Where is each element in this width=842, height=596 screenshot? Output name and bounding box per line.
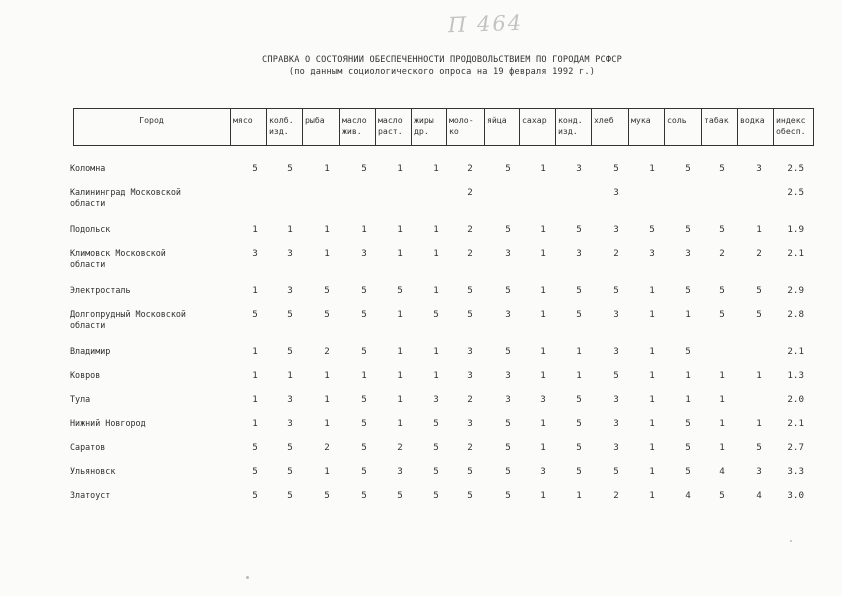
row-value-cell: 1 xyxy=(756,224,762,235)
column-header: мука xyxy=(629,109,665,145)
row-value-cell: 4 xyxy=(756,490,762,501)
row-value-cell: 5 xyxy=(252,309,258,320)
row-value-cell: 5 xyxy=(719,309,725,320)
row-value-cell: 1 xyxy=(252,346,258,357)
row-value-cell: 5 xyxy=(324,309,330,320)
row-city-name: Златоуст xyxy=(70,490,111,500)
row-value-cell: 3 xyxy=(467,418,473,429)
row-value-cell: 5 xyxy=(361,442,367,453)
row-value-cell: 1 xyxy=(649,466,655,477)
row-value-cell: 5 xyxy=(685,346,691,357)
row-value-cell: 3 xyxy=(505,394,511,405)
row-value-cell: 5 xyxy=(505,442,511,453)
row-value-cell: 5 xyxy=(397,490,403,501)
row-value-cell: 1 xyxy=(324,394,330,405)
row-value-cell: 5 xyxy=(576,285,582,296)
row-value-cell: 5 xyxy=(505,466,511,477)
row-value-cell: 5 xyxy=(613,163,619,174)
table-row xyxy=(0,418,842,444)
row-index-cell: 3.0 xyxy=(787,490,804,501)
row-value-cell: 1 xyxy=(719,370,725,381)
row-value-cell: 5 xyxy=(252,442,258,453)
row-value-cell: 5 xyxy=(287,346,293,357)
row-value-cell: 1 xyxy=(324,418,330,429)
row-value-cell: 5 xyxy=(361,285,367,296)
row-value-cell: 1 xyxy=(397,224,403,235)
row-value-cell: 1 xyxy=(433,346,439,357)
row-value-cell: 1 xyxy=(649,163,655,174)
row-value-cell: 1 xyxy=(397,370,403,381)
row-value-cell: 5 xyxy=(505,285,511,296)
table-row xyxy=(0,394,842,420)
row-value-cell: 3 xyxy=(613,418,619,429)
row-value-cell: 1 xyxy=(433,163,439,174)
row-value-cell: 5 xyxy=(505,163,511,174)
row-value-cell: 1 xyxy=(361,370,367,381)
row-city-name: Тула xyxy=(70,394,91,404)
row-value-cell: 5 xyxy=(576,466,582,477)
row-value-cell: 1 xyxy=(540,370,546,381)
row-value-cell: 1 xyxy=(649,442,655,453)
column-header: масло раст. xyxy=(376,109,412,145)
row-value-cell: 4 xyxy=(685,490,691,501)
row-value-cell: 1 xyxy=(324,370,330,381)
row-value-cell: 1 xyxy=(649,285,655,296)
row-value-cell: 5 xyxy=(252,466,258,477)
column-header: мясо xyxy=(231,109,267,145)
row-value-cell: 1 xyxy=(361,224,367,235)
row-city-name: Ковров xyxy=(70,370,101,380)
row-value-cell: 5 xyxy=(685,224,691,235)
column-header: соль xyxy=(665,109,702,145)
row-value-cell: 1 xyxy=(756,418,762,429)
row-value-cell: 5 xyxy=(324,285,330,296)
document-subtitle: (по данным социологического опроса на 19 февраля 1992 г.) xyxy=(288,67,596,77)
scan-speck xyxy=(790,540,792,542)
row-value-cell: 3 xyxy=(756,466,762,477)
table-row xyxy=(0,224,842,250)
row-index-cell: 2.8 xyxy=(787,309,804,320)
row-value-cell: 3 xyxy=(756,163,762,174)
row-value-cell: 1 xyxy=(540,309,546,320)
row-value-cell: 3 xyxy=(433,394,439,405)
row-value-cell: 5 xyxy=(719,163,725,174)
row-value-cell: 1 xyxy=(433,370,439,381)
row-value-cell: 5 xyxy=(505,224,511,235)
row-value-cell: 1 xyxy=(540,248,546,259)
row-city-name: Владимир xyxy=(70,346,111,356)
row-value-cell: 5 xyxy=(287,490,293,501)
row-value-cell: 3 xyxy=(467,370,473,381)
table-row xyxy=(0,187,842,213)
row-value-cell: 5 xyxy=(467,285,473,296)
row-value-cell: 5 xyxy=(505,418,511,429)
row-value-cell: 5 xyxy=(719,224,725,235)
row-value-cell: 1 xyxy=(649,309,655,320)
row-value-cell: 1 xyxy=(649,370,655,381)
row-value-cell: 1 xyxy=(540,285,546,296)
row-city-name: Подольск xyxy=(70,224,111,234)
column-header: табак xyxy=(702,109,738,145)
row-value-cell: 1 xyxy=(287,224,293,235)
row-value-cell: 1 xyxy=(685,370,691,381)
row-value-cell: 5 xyxy=(361,163,367,174)
row-index-cell: 2.7 xyxy=(787,442,804,453)
row-value-cell: 5 xyxy=(649,224,655,235)
row-value-cell: 3 xyxy=(613,394,619,405)
column-header: рыба xyxy=(303,109,340,145)
row-index-cell: 2.1 xyxy=(787,418,804,429)
row-value-cell: 2 xyxy=(467,224,473,235)
table-row xyxy=(0,490,842,516)
row-value-cell: 3 xyxy=(540,466,546,477)
row-value-cell: 5 xyxy=(361,490,367,501)
column-header: масло жив. xyxy=(340,109,376,145)
row-value-cell: 5 xyxy=(685,442,691,453)
row-value-cell: 1 xyxy=(397,163,403,174)
row-value-cell: 5 xyxy=(576,224,582,235)
row-value-cell: 1 xyxy=(576,346,582,357)
row-index-cell: 2.9 xyxy=(787,285,804,296)
row-value-cell: 3 xyxy=(287,285,293,296)
row-value-cell: 3 xyxy=(252,248,258,259)
row-value-cell: 1 xyxy=(540,224,546,235)
row-city-name: Климовск Московской области xyxy=(70,248,166,269)
row-value-cell: 2 xyxy=(467,442,473,453)
row-value-cell: 1 xyxy=(649,346,655,357)
row-city-name: Коломна xyxy=(70,163,106,173)
row-value-cell: 3 xyxy=(505,309,511,320)
row-value-cell: 3 xyxy=(397,466,403,477)
row-value-cell: 2 xyxy=(467,163,473,174)
row-city-name: Долгопрудный Московской области xyxy=(70,309,186,330)
column-header: индекс обесп. xyxy=(776,115,806,136)
row-index-cell: 3.3 xyxy=(787,466,804,477)
row-city-name: Ульяновск xyxy=(70,466,116,476)
row-value-cell: 3 xyxy=(540,394,546,405)
row-value-cell: 2 xyxy=(397,442,403,453)
column-header: колб. изд. xyxy=(267,109,303,145)
row-value-cell: 1 xyxy=(397,394,403,405)
row-value-cell: 3 xyxy=(613,309,619,320)
row-value-cell: 5 xyxy=(505,346,511,357)
row-value-cell: 5 xyxy=(576,442,582,453)
row-value-cell: 5 xyxy=(287,442,293,453)
row-value-cell: 1 xyxy=(324,163,330,174)
row-value-cell: 1 xyxy=(540,442,546,453)
row-value-cell: 5 xyxy=(576,394,582,405)
row-value-cell: 1 xyxy=(540,346,546,357)
table-row xyxy=(0,248,842,274)
row-value-cell: 1 xyxy=(324,248,330,259)
row-value-cell: 5 xyxy=(685,163,691,174)
row-value-cell: 5 xyxy=(433,309,439,320)
row-value-cell: 5 xyxy=(685,418,691,429)
row-value-cell: 2 xyxy=(467,394,473,405)
column-header: жиры др. xyxy=(412,109,447,145)
row-value-cell: 3 xyxy=(685,248,691,259)
column-header: водка xyxy=(738,109,774,145)
row-value-cell: 2 xyxy=(613,490,619,501)
row-value-cell: 1 xyxy=(649,394,655,405)
row-value-cell: 3 xyxy=(287,248,293,259)
document-title: СПРАВКА О СОСТОЯНИИ ОБЕСПЕЧЕННОСТИ ПРОДОВОЛЬСТВИЕМ ПО ГОРОДАМ РСФСР xyxy=(261,55,623,65)
row-value-cell: 1 xyxy=(252,370,258,381)
row-value-cell: 5 xyxy=(361,418,367,429)
row-index-cell: 2.1 xyxy=(787,346,804,357)
row-value-cell: 5 xyxy=(756,309,762,320)
row-value-cell: 1 xyxy=(433,285,439,296)
row-value-cell: 5 xyxy=(433,418,439,429)
row-value-cell: 5 xyxy=(252,490,258,501)
row-city-name: Саратов xyxy=(70,442,106,452)
table-row xyxy=(0,466,842,492)
row-value-cell: 1 xyxy=(685,309,691,320)
row-value-cell: 1 xyxy=(324,224,330,235)
row-index-cell: 1.3 xyxy=(787,370,804,381)
row-value-cell: 3 xyxy=(467,346,473,357)
row-value-cell: 5 xyxy=(467,309,473,320)
row-value-cell: 1 xyxy=(649,490,655,501)
table-row xyxy=(0,370,842,396)
row-value-cell: 3 xyxy=(287,394,293,405)
row-value-cell: 2 xyxy=(756,248,762,259)
row-value-cell: 5 xyxy=(505,490,511,501)
row-value-cell: 5 xyxy=(756,285,762,296)
row-value-cell: 5 xyxy=(613,285,619,296)
row-value-cell: 1 xyxy=(433,224,439,235)
table-row xyxy=(0,309,842,335)
row-value-cell: 1 xyxy=(397,418,403,429)
row-value-cell: 4 xyxy=(719,466,725,477)
column-header: хлеб xyxy=(592,109,629,145)
row-value-cell: 2 xyxy=(324,346,330,357)
row-value-cell: 1 xyxy=(576,490,582,501)
row-value-cell: 1 xyxy=(433,248,439,259)
row-value-cell: 3 xyxy=(505,248,511,259)
row-city-name: Калининград Московской области xyxy=(70,187,181,208)
table-row xyxy=(0,285,842,311)
row-value-cell: 1 xyxy=(540,418,546,429)
row-value-cell: 1 xyxy=(540,163,546,174)
row-value-cell: 1 xyxy=(756,370,762,381)
row-value-cell: 1 xyxy=(397,309,403,320)
row-index-cell: 2.0 xyxy=(787,394,804,405)
row-value-cell: 2 xyxy=(324,442,330,453)
row-index-cell: 1.9 xyxy=(787,224,804,235)
row-value-cell: 5 xyxy=(576,418,582,429)
row-value-cell: 5 xyxy=(361,346,367,357)
row-value-cell: 1 xyxy=(685,394,691,405)
row-value-cell: 2 xyxy=(613,248,619,259)
row-value-cell: 5 xyxy=(685,466,691,477)
row-value-cell: 1 xyxy=(252,394,258,405)
row-value-cell: 5 xyxy=(397,285,403,296)
row-value-cell: 3 xyxy=(505,370,511,381)
row-value-cell: 1 xyxy=(252,224,258,235)
row-value-cell: 5 xyxy=(433,466,439,477)
row-city-name: Нижний Новгород xyxy=(70,418,146,428)
row-value-cell: 5 xyxy=(467,466,473,477)
column-header: моло- ко xyxy=(447,109,485,145)
row-value-cell: 2 xyxy=(467,248,473,259)
row-value-cell: 1 xyxy=(719,394,725,405)
row-value-cell: 1 xyxy=(719,418,725,429)
row-value-cell: 3 xyxy=(576,163,582,174)
column-header: сахар xyxy=(520,109,556,145)
row-value-cell: 3 xyxy=(613,187,619,198)
row-value-cell: 5 xyxy=(287,163,293,174)
table-row xyxy=(0,163,842,189)
table-row xyxy=(0,442,842,468)
row-index-cell: 2.1 xyxy=(787,248,804,259)
row-value-cell: 1 xyxy=(252,285,258,296)
row-value-cell: 3 xyxy=(649,248,655,259)
row-value-cell: 5 xyxy=(467,490,473,501)
row-value-cell: 5 xyxy=(685,285,691,296)
row-value-cell: 5 xyxy=(361,309,367,320)
column-header: яйца xyxy=(485,109,520,145)
table-header xyxy=(73,108,814,146)
row-city-name: Электросталь xyxy=(70,285,131,295)
row-value-cell: 5 xyxy=(433,442,439,453)
row-value-cell: 1 xyxy=(397,248,403,259)
row-value-cell: 5 xyxy=(719,285,725,296)
row-value-cell: 1 xyxy=(252,418,258,429)
row-value-cell: 1 xyxy=(719,442,725,453)
handwritten-archive-note: П 464 xyxy=(447,10,524,38)
row-value-cell: 5 xyxy=(433,490,439,501)
row-value-cell: 5 xyxy=(287,309,293,320)
column-header: конд. изд. xyxy=(556,109,592,145)
scan-speck xyxy=(246,576,249,579)
table-row xyxy=(0,346,842,372)
row-value-cell: 1 xyxy=(649,418,655,429)
row-value-cell: 5 xyxy=(287,466,293,477)
row-value-cell: 1 xyxy=(397,346,403,357)
row-index-cell: 2.5 xyxy=(787,187,804,198)
row-value-cell: 5 xyxy=(361,466,367,477)
row-value-cell: 3 xyxy=(613,346,619,357)
row-value-cell: 5 xyxy=(613,370,619,381)
row-value-cell: 1 xyxy=(287,370,293,381)
row-value-cell: 5 xyxy=(719,490,725,501)
row-value-cell: 5 xyxy=(613,466,619,477)
row-value-cell: 3 xyxy=(576,248,582,259)
row-value-cell: 3 xyxy=(361,248,367,259)
row-value-cell: 1 xyxy=(324,466,330,477)
row-value-cell: 5 xyxy=(756,442,762,453)
row-value-cell: 2 xyxy=(467,187,473,198)
column-header-city: Город xyxy=(74,109,231,145)
row-value-cell: 3 xyxy=(613,224,619,235)
row-value-cell: 3 xyxy=(287,418,293,429)
row-value-cell: 5 xyxy=(576,309,582,320)
row-value-cell: 3 xyxy=(613,442,619,453)
row-value-cell: 5 xyxy=(252,163,258,174)
row-value-cell: 5 xyxy=(361,394,367,405)
row-index-cell: 2.5 xyxy=(787,163,804,174)
row-value-cell: 1 xyxy=(576,370,582,381)
row-value-cell: 5 xyxy=(324,490,330,501)
row-value-cell: 1 xyxy=(540,490,546,501)
row-value-cell: 2 xyxy=(719,248,725,259)
